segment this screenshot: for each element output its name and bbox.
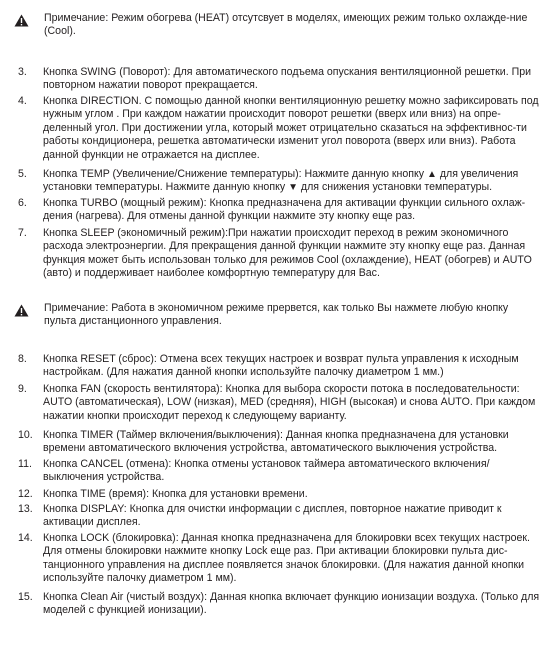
item-text: Кнопка TURBO (мощный режим): Кнопка предназначена для активации функции сильного охлаж-дения (нагрева). Для отмены данной функции нажмите эту кнопку еще раз. bbox=[43, 197, 526, 223]
list-item bbox=[18, 591, 543, 618]
list-item bbox=[18, 168, 543, 195]
list-item bbox=[18, 383, 543, 423]
warning-icon bbox=[14, 304, 29, 317]
warning-icon bbox=[14, 14, 29, 27]
item-text: Кнопка FAN (скорость вентилятора): Кнопка для выбора скорости потока в последовательности: AUTO (автоматическая), LOW (низкая), MED (средняя), HIGH (высокая) и снова AUTO. При каждом нажатии кнопки происходит переход к следующему варианту. bbox=[43, 383, 536, 422]
note-heat bbox=[14, 12, 543, 39]
list-item bbox=[18, 66, 543, 93]
item-text: Кнопка DIRECTION. С помощью данной кнопки вентиляционную решетку можно зафиксировать под нужным углом . При каждом нажатии происходит поворот решетки (вверх или вниз) на опре-деленный угол. При достижении угла, который может отрицательно сказаться на эффективнос-ти работы кондиционера, решетка автоматически изменит угол поворота (вверх или вниз). Работа данной функции не отражается на дисплее. bbox=[43, 95, 539, 161]
note-text: Примечание: Работа в экономичном режиме прервется, как только Вы нажмете любую кнопку пульта дистанционного управления. bbox=[44, 302, 509, 328]
down-arrow-icon: ▼ bbox=[288, 182, 298, 194]
item-text: Кнопка DISPLAY: Кнопка для очистки информации с дисплея, повторное нажатие приводит к активации дисплея. bbox=[43, 503, 502, 529]
item-text: Кнопка SLEEP (экономичный режим):При нажатии происходит переход в режим экономичного расхода электроэнергии. Для прекращения данной функции нажмите эту кнопку еще раз. Данная функция может быть использован только для режимов Cool (охлаждение), HEAT (обогрев) и AUTO (авто) и поддерживает наиболее комфортную температуру для Вас. bbox=[43, 227, 532, 280]
item-text: Кнопка CANCEL (отмена): Кнопка отмены установок таймера автоматического включения/ выключения устройства. bbox=[43, 458, 490, 484]
item-number: 12. bbox=[18, 488, 33, 500]
item-number: 11. bbox=[18, 458, 32, 470]
list-item bbox=[18, 503, 543, 530]
item-number: 5. bbox=[18, 168, 27, 180]
list-item bbox=[18, 429, 543, 456]
item-number: 14. bbox=[18, 532, 33, 544]
item-number: 15. bbox=[18, 591, 33, 603]
item-number: 10. bbox=[18, 429, 33, 441]
item-number: 6. bbox=[18, 197, 27, 209]
list-item bbox=[18, 95, 543, 162]
item-number: 9. bbox=[18, 383, 27, 395]
item-number: 3. bbox=[18, 66, 27, 78]
item-text: Кнопка TEMP (Увеличение/Снижение температуры): Нажмите данную кнопку ▲ для увеличения установки температуры. Нажмите данную кнопку ▼ для снижения установки температуры. bbox=[43, 168, 519, 194]
item-text: Кнопка RESET (сброс): Отмена всех текущих настроек и возврат пульта управления к исходным настройкам. (Для нажатия данной кнопки используйте палочку диаметром 1 мм.) bbox=[43, 353, 519, 379]
item-text: Кнопка LOCK (блокировка): Данная кнопка предназначена для блокировки всех текущих настроек. Для отмены блокировки нажмите кнопку Lock еще раз. При активации блокировки пульта дис-танционного управления на дисплее появляется значок блокировки. (Для нажатия данной кнопки используйте палочку диаметром 1 мм). bbox=[43, 532, 530, 585]
list-item bbox=[18, 353, 543, 380]
item-number: 8. bbox=[18, 353, 27, 365]
item-number: 7. bbox=[18, 227, 27, 239]
item-text: Кнопка TIMER (Таймер включения/выключения): Данная кнопка предназначена для установки времени автоматического включения устройства, автоматического выключения устройства. bbox=[43, 429, 509, 455]
list-item bbox=[18, 227, 543, 281]
list-item bbox=[18, 197, 543, 224]
note-economy bbox=[14, 302, 543, 329]
item-number: 4. bbox=[18, 95, 27, 107]
note-text: Примечание: Режим обогрева (HEAT) отсутсвует в моделях, имеющих режим только охлажде-ние (Cool). bbox=[44, 12, 528, 38]
list-item bbox=[18, 532, 543, 586]
item-text: Кнопка SWING (Поворот): Для автоматического подъема опускания вентиляционной решетки. При повторном нажатии поворот прекращается. bbox=[43, 66, 532, 92]
item-text: Кнопка Clean Air (чистый воздух): Данная кнопка включает функцию ионизации воздуха. (Только для моделей с функцией ионизации). bbox=[43, 591, 540, 617]
item-number: 13. bbox=[18, 503, 33, 515]
list-item bbox=[18, 458, 543, 485]
item-text: Кнопка TIME (время): Кнопка для установки времени. bbox=[43, 488, 308, 500]
up-arrow-icon: ▲ bbox=[426, 169, 437, 180]
list-item bbox=[18, 488, 543, 501]
